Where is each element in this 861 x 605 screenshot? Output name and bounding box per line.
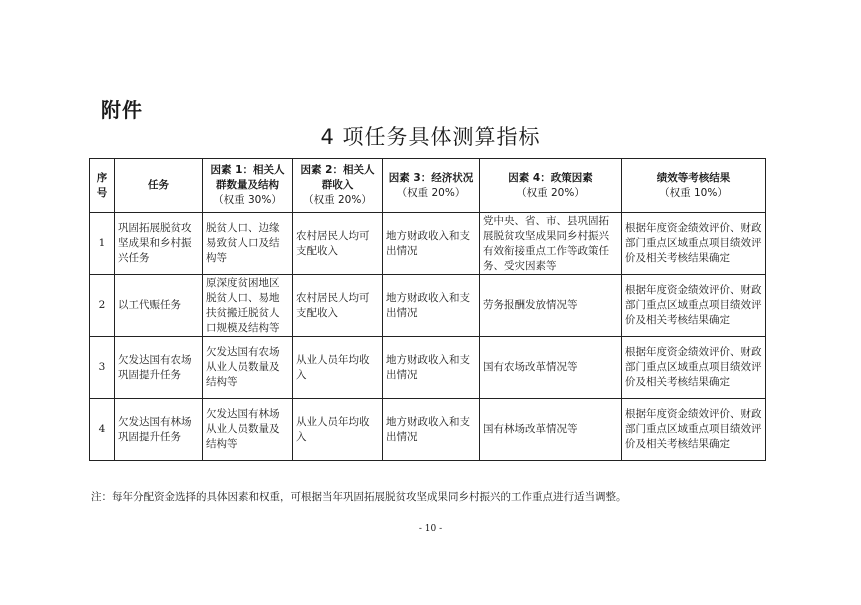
header-line: 序 bbox=[96, 171, 108, 184]
row-factor4: 国有林场改革情况等 bbox=[480, 399, 622, 461]
row-factor1: 欠发达国有农场从业人员数量及结构等 bbox=[203, 337, 293, 399]
row-factor1: 脱贫人口、边缘易致贫人口及结构等 bbox=[203, 213, 293, 275]
header-weight: （权重 20%） bbox=[303, 194, 372, 206]
header-line: 任务 bbox=[148, 179, 169, 191]
row-factor3: 地方财政收入和支出情况 bbox=[383, 213, 480, 275]
row-index: 3 bbox=[90, 337, 115, 399]
row-task: 以工代赈任务 bbox=[115, 275, 203, 337]
header-weight: （权重 10%） bbox=[659, 186, 728, 199]
header-line: 群收入 bbox=[321, 179, 354, 191]
header-weight: （权重 20%） bbox=[516, 186, 585, 199]
table-row bbox=[90, 399, 766, 461]
attachment-label: 附件 bbox=[101, 98, 143, 122]
row-performance: 根据年度资金绩效评价、财政部门重点区域重点项目绩效评价及相关考核结果确定 bbox=[622, 213, 766, 275]
row-task: 欠发达国有农场巩固提升任务 bbox=[115, 337, 203, 399]
column-header-factor2 bbox=[293, 159, 383, 213]
page-title: 4 项任务具体测算指标 bbox=[320, 125, 541, 149]
row-performance: 根据年度资金绩效评价、财政部门重点区域重点项目绩效评价及相关考核结果确定 bbox=[622, 399, 766, 461]
header-line: 号 bbox=[96, 186, 108, 199]
column-header-task bbox=[115, 159, 203, 213]
row-task: 巩固拓展脱贫攻坚成果和乡村振兴任务 bbox=[115, 213, 203, 275]
header-line: 因素 3：经济状况 bbox=[388, 171, 474, 184]
row-factor3: 地方财政收入和支出情况 bbox=[383, 275, 480, 337]
table-header-row bbox=[90, 159, 766, 213]
footnote: 注：每年分配资金选择的具体因素和权重，可根据当年巩固拓展脱贫攻坚成果同乡村振兴的工作重点进行适当调整。 bbox=[91, 491, 627, 503]
row-index: 1 bbox=[90, 213, 115, 275]
column-header-index bbox=[90, 159, 115, 213]
column-header-factor3 bbox=[383, 159, 480, 213]
header-line: 绩效等考核结果 bbox=[656, 171, 731, 184]
row-factor4: 劳务报酬发放情况等 bbox=[480, 275, 622, 337]
header-line: 因素 2：相关人 bbox=[300, 164, 375, 176]
header-line: 因素 1：相关人 bbox=[210, 164, 285, 176]
header-line: 群数量及结构 bbox=[216, 179, 279, 191]
row-factor4: 国有农场改革情况等 bbox=[480, 337, 622, 399]
row-factor2: 从业人员年均收入 bbox=[293, 337, 383, 399]
row-factor2: 农村居民人均可支配收入 bbox=[293, 275, 383, 337]
row-factor1: 欠发达国有林场从业人员数量及结构等 bbox=[203, 399, 293, 461]
row-factor2: 从业人员年均收入 bbox=[293, 399, 383, 461]
row-task: 欠发达国有林场巩固提升任务 bbox=[115, 399, 203, 461]
table-row bbox=[90, 275, 766, 337]
table-row bbox=[90, 213, 766, 275]
indicator-table bbox=[89, 158, 766, 461]
header-weight: （权重 20%） bbox=[396, 186, 466, 199]
header-line: 因素 4：政策因素 bbox=[508, 171, 593, 184]
row-index: 2 bbox=[90, 275, 115, 337]
page-number: - 10 - bbox=[418, 524, 443, 534]
row-performance: 根据年度资金绩效评价、财政部门重点区域重点项目绩效评价及相关考核结果确定 bbox=[622, 275, 766, 337]
header-weight: （权重 30%） bbox=[213, 194, 282, 206]
row-factor3: 地方财政收入和支出情况 bbox=[383, 399, 480, 461]
column-header-factor1 bbox=[203, 159, 293, 213]
row-index: 4 bbox=[90, 399, 115, 461]
row-factor4: 党中央、省、市、县巩固拓展脱贫攻坚成果同乡村振兴有效衔接重点工作等政策任务、受灾因素等 bbox=[480, 213, 622, 275]
column-header-factor4 bbox=[480, 159, 622, 213]
row-factor2: 农村居民人均可支配收入 bbox=[293, 213, 383, 275]
row-factor1: 原深度贫困地区脱贫人口、易地扶贫搬迁脱贫人口规模及结构等 bbox=[203, 275, 293, 337]
row-performance: 根据年度资金绩效评价、财政部门重点区域重点项目绩效评价及相关考核结果确定 bbox=[622, 337, 766, 399]
table-row bbox=[90, 337, 766, 399]
column-header-performance bbox=[622, 159, 766, 213]
row-factor3: 地方财政收入和支出情况 bbox=[383, 337, 480, 399]
